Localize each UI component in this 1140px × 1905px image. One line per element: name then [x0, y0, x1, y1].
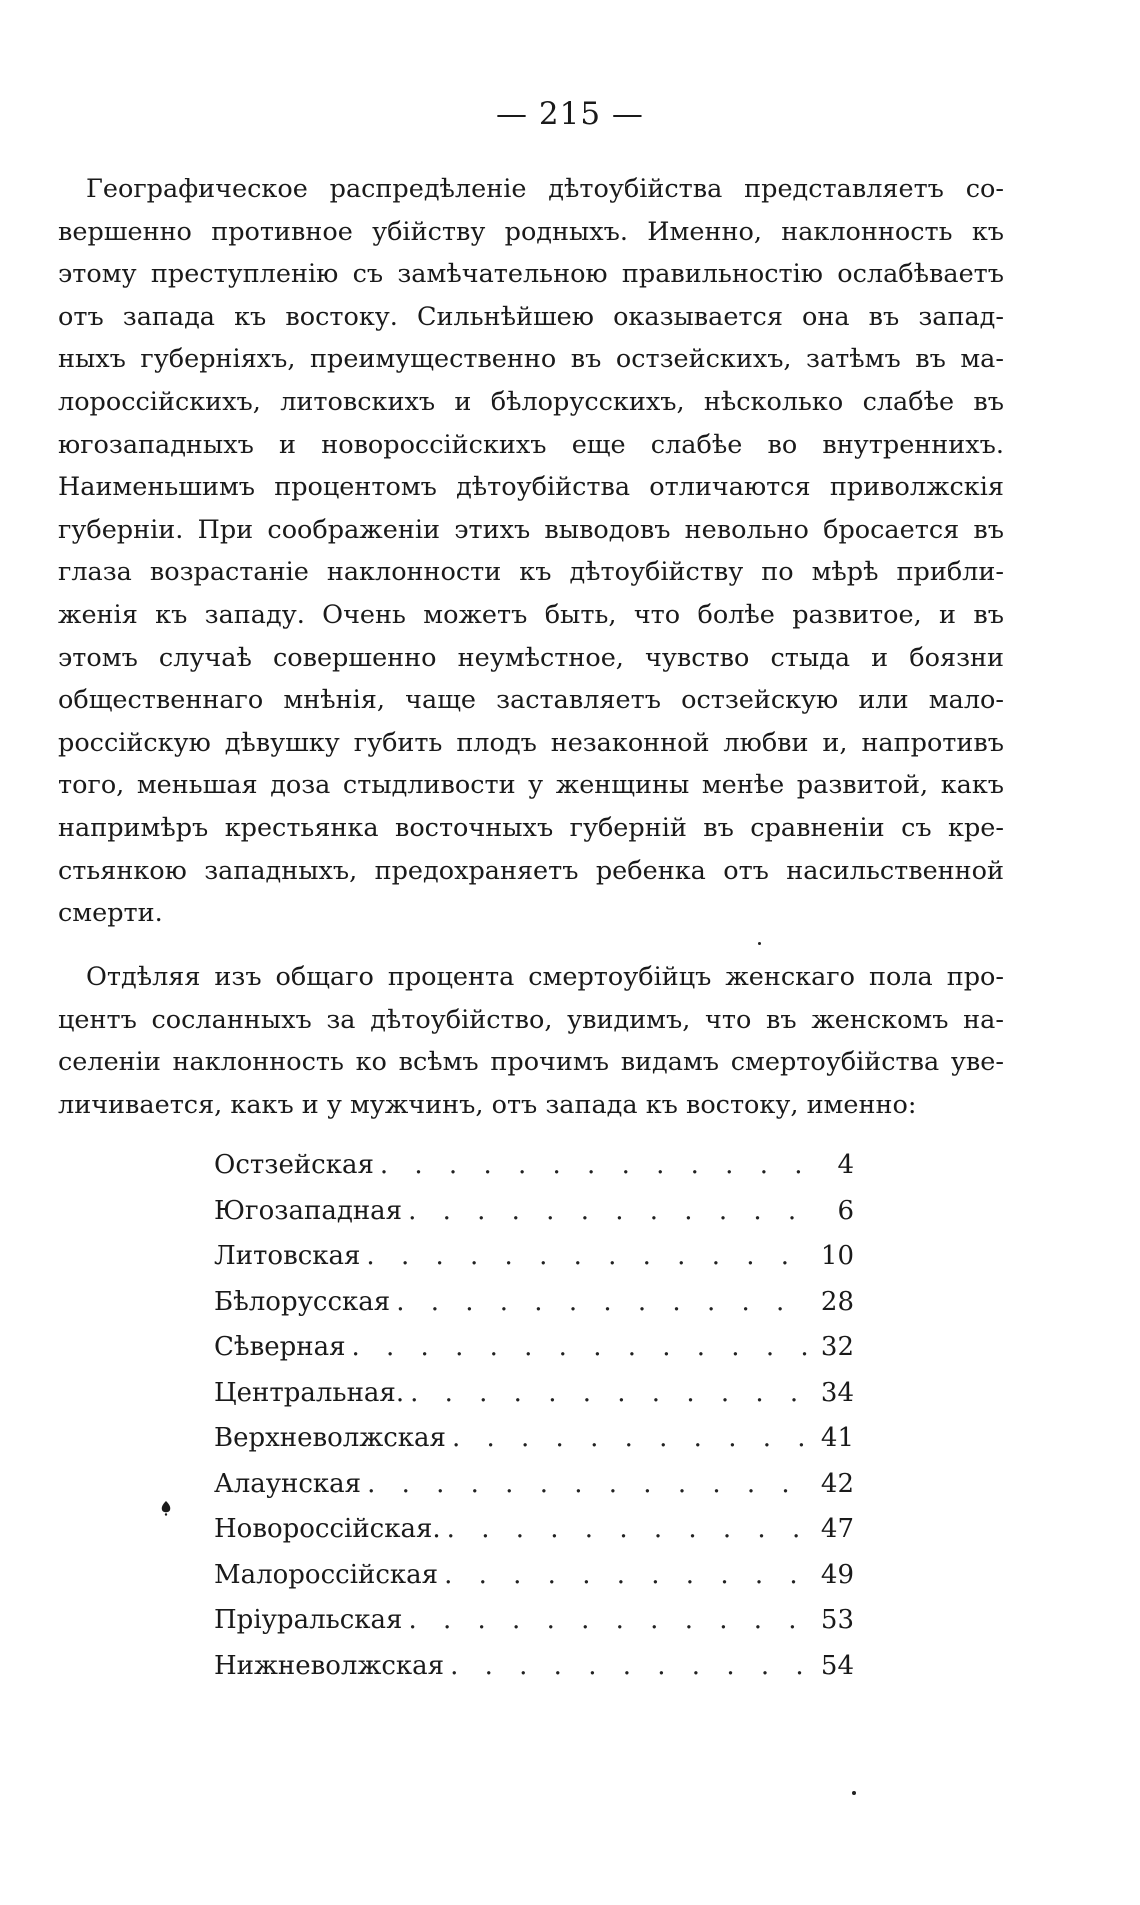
- region-row: [214, 1560, 854, 1606]
- paragraph-line: глаза возрастаніе наклонности къ дѣтоубійству по мѣрѣ прибли-: [58, 557, 1004, 588]
- region-name: Югозападная: [214, 1195, 403, 1226]
- region-value: 34: [820, 1377, 854, 1408]
- paragraph-line: смерти.: [58, 898, 163, 929]
- dot-leader: [396, 1287, 812, 1317]
- dot-leader: [450, 1651, 812, 1681]
- ink-speck: [758, 942, 761, 945]
- region-row: [214, 1605, 854, 1651]
- region-name: Малороссійская: [214, 1559, 439, 1590]
- paragraph-line: Наименьшимъ процентомъ дѣтоубійства отличаются приволжскія: [58, 472, 1004, 503]
- region-value: 28: [820, 1286, 854, 1317]
- paragraph-line: губерніи. При соображеніи этихъ выводовъ невольно бросается въ: [58, 514, 1004, 545]
- paragraph-line: отъ запада къ востоку. Сильнѣйшею оказывается она въ запад-: [58, 301, 1004, 332]
- paragraph-line: этомъ случаѣ совершенно неумѣстное, чувство стыда и боязни: [58, 642, 1004, 673]
- paragraph-line: Географическое распредѣленіе дѣтоубійства представляетъ со-: [86, 174, 1004, 204]
- dot-leader: [380, 1150, 812, 1180]
- paragraph-line: Отдѣляя изъ общаго процента смертоубійцъ женскаго пола про-: [86, 962, 1004, 992]
- paragraph-line: личивается, какъ и у мужчинъ, отъ запада къ востоку, именно:: [58, 1089, 917, 1120]
- ink-speck: [852, 1791, 856, 1795]
- region-value: 10: [820, 1241, 854, 1271]
- ink-blemish-icon: [160, 1500, 172, 1516]
- paragraph-line: того, меньшая доза стыдливости у женщины менѣе развитой, какъ: [58, 770, 1004, 801]
- dot-leader: [366, 1241, 812, 1271]
- region-row: [214, 1196, 854, 1242]
- dot-leader: [408, 1196, 812, 1226]
- region-row: [214, 1378, 854, 1424]
- region-value: 41: [820, 1423, 854, 1453]
- region-list: [214, 1150, 854, 1696]
- region-value: 42: [820, 1468, 854, 1499]
- region-value: 32: [820, 1332, 854, 1362]
- dot-leader: [452, 1423, 812, 1453]
- region-row: [214, 1150, 854, 1196]
- region-row: [214, 1514, 854, 1560]
- dot-leader: [447, 1514, 812, 1544]
- paragraph-2: [58, 956, 1004, 1126]
- dot-leader: [410, 1378, 812, 1408]
- page-number: — 215 —: [496, 96, 644, 132]
- paragraph-line: югозападныхъ и новороссійскихъ еще слабѣе во внутреннихъ.: [58, 429, 1004, 460]
- region-row: [214, 1651, 854, 1697]
- paragraph-line: общественнаго мнѣнія, чаще заставляетъ остзейскую или мало-: [58, 685, 1004, 716]
- dot-leader: [351, 1332, 812, 1362]
- region-name: Новороссійская.: [214, 1514, 441, 1544]
- region-name: Центральная.: [214, 1377, 405, 1408]
- region-value: 49: [820, 1559, 854, 1590]
- dot-leader: [444, 1560, 812, 1590]
- region-value: 47: [820, 1514, 854, 1544]
- region-name: Верхневолжская: [214, 1423, 446, 1453]
- region-row: [214, 1332, 854, 1378]
- region-row: [214, 1469, 854, 1515]
- dot-leader: [408, 1605, 812, 1635]
- region-name: Бѣлорусская: [214, 1286, 391, 1317]
- region-name: Сѣверная: [214, 1332, 346, 1362]
- region-name: Пріуральская: [214, 1605, 403, 1635]
- paragraph-line: напримѣръ крестьянка восточныхъ губерній въ сравненіи съ кре-: [58, 812, 1004, 843]
- paragraph-line: лороссійскихъ, литовскихъ и бѣлорусскихъ, нѣсколько слабѣе въ: [58, 386, 1004, 417]
- region-name: Остзейская: [214, 1150, 374, 1180]
- paragraph-line: этому преступленію съ замѣчательною правильностію ослабѣваетъ: [58, 259, 1004, 290]
- paragraph-line: ныхъ губерніяхъ, преимущественно въ остзейскихъ, затѣмъ въ ма-: [58, 344, 1004, 375]
- region-value: 6: [837, 1195, 854, 1226]
- paragraph-line: женія къ западу. Очень можетъ быть, что болѣе развитое, и въ: [58, 599, 1004, 630]
- paragraph-line: вершенно противное убійству родныхъ. Именно, наклонность къ: [58, 216, 1004, 247]
- paragraph-1: [58, 168, 1004, 935]
- paragraph-line: центъ сосланныхъ за дѣтоубійство, увидимъ, что въ женскомъ на-: [58, 1004, 1004, 1035]
- region-name: Литовская: [214, 1241, 361, 1271]
- paragraph-line: россійскую дѣвушку губить плодъ незаконной любви и, напротивъ: [58, 727, 1004, 758]
- region-row: [214, 1287, 854, 1333]
- dot-leader: [367, 1469, 812, 1499]
- paragraph-line: стьянкою западныхъ, предохраняетъ ребенка отъ насильственной: [58, 855, 1004, 886]
- region-value: 53: [820, 1605, 854, 1635]
- region-row: [214, 1241, 854, 1287]
- region-row: [214, 1423, 854, 1469]
- region-name: Нижневолжская: [214, 1650, 445, 1681]
- region-value: 4: [837, 1150, 854, 1180]
- region-value: 54: [820, 1650, 854, 1681]
- region-name: Алаунская: [214, 1468, 362, 1499]
- paragraph-line: селеніи наклонность ко всѣмъ прочимъ видамъ смертоубійства уве-: [58, 1047, 1004, 1078]
